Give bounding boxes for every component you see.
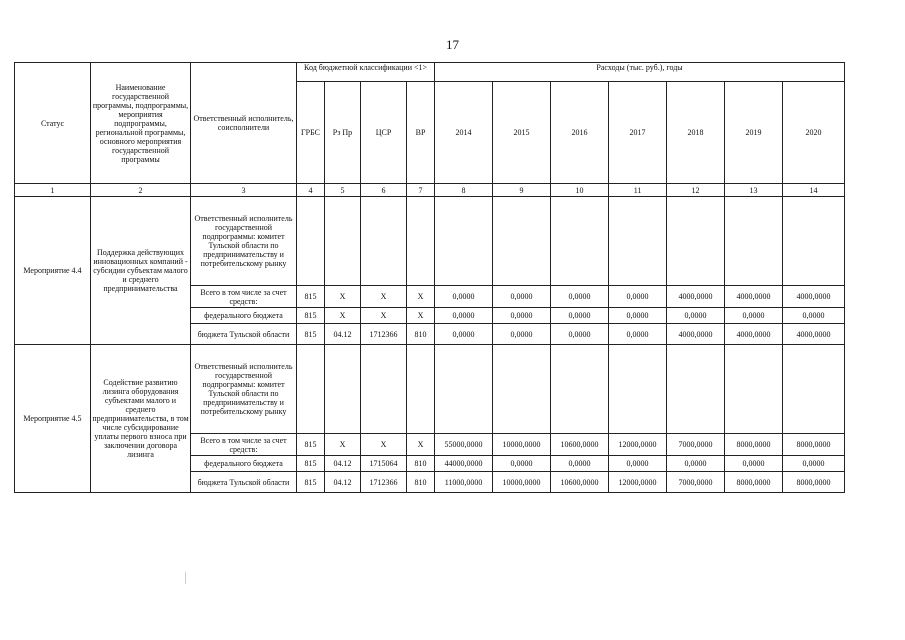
amount-cell: 0,0000 [783, 456, 845, 472]
amount-cell: 10600,0000 [551, 434, 609, 456]
column-number: 6 [361, 184, 407, 197]
column-number: 9 [493, 184, 551, 197]
amount-cell: 4000,0000 [725, 324, 783, 345]
csr-cell: X [361, 434, 407, 456]
measure-name: Содействие развитию лизинга оборудования субъектами малого и среднего предпринимательства, в том числе субсидирование уплаты первого взноса при заключении договора лизинга [91, 345, 191, 493]
column-number: 3 [191, 184, 297, 197]
column-number: 14 [783, 184, 845, 197]
vr-cell: X [407, 434, 435, 456]
header-budget-code: Код бюджетной классификации <1> [297, 63, 435, 82]
header-vr: ВР [407, 82, 435, 184]
funding-label: федерального бюджета [191, 456, 297, 472]
amount-cell: 0,0000 [609, 286, 667, 308]
amount-cell: 8000,0000 [725, 434, 783, 456]
amount-cell: 10000,0000 [493, 472, 551, 493]
amount-cell: 0,0000 [725, 308, 783, 324]
header-year: 2019 [725, 82, 783, 184]
amount-cell: 7000,0000 [667, 434, 725, 456]
header-status: Статус [15, 63, 91, 184]
amount-cell: 44000,0000 [435, 456, 493, 472]
amount-cell: 0,0000 [609, 324, 667, 345]
rzpr-cell: 04.12 [325, 472, 361, 493]
vr-cell: X [407, 308, 435, 324]
rzpr-cell: 04.12 [325, 324, 361, 345]
amount-cell: 0,0000 [493, 324, 551, 345]
amount-cell: 4000,0000 [783, 286, 845, 308]
amount-cell: 10000,0000 [493, 434, 551, 456]
amount-cell: 0,0000 [667, 308, 725, 324]
amount-cell: 0,0000 [551, 456, 609, 472]
csr-cell: X [361, 286, 407, 308]
amount-cell: 0,0000 [551, 324, 609, 345]
column-number: 2 [91, 184, 191, 197]
header-year: 2016 [551, 82, 609, 184]
amount-cell: 0,0000 [435, 308, 493, 324]
header-csr: ЦСР [361, 82, 407, 184]
amount-cell: 12000,0000 [609, 472, 667, 493]
amount-cell: 55000,0000 [435, 434, 493, 456]
amount-cell: 4000,0000 [725, 286, 783, 308]
vr-cell: 810 [407, 472, 435, 493]
header-name: Наименование государственной программы, подпрограммы, мероприятия подпрограммы, региональной программы, основного мероприятия государственной программы [91, 63, 191, 184]
funding-label: федерального бюджета [191, 308, 297, 324]
page-number: 17 [446, 37, 459, 52]
rzpr-cell: X [325, 434, 361, 456]
header-year: 2018 [667, 82, 725, 184]
column-number: 1 [15, 184, 91, 197]
funding-label: бюджета Тульской области [191, 324, 297, 345]
measure-responsible: Ответственный исполнитель государственной подпрограммы: комитет Тульской области по предпринимательству и потребительскому рынку [191, 345, 297, 434]
amount-cell: 0,0000 [783, 308, 845, 324]
amount-cell: 8000,0000 [783, 472, 845, 493]
amount-cell: 0,0000 [609, 308, 667, 324]
header-responsible: Ответственный исполнитель, соисполнители [191, 63, 297, 184]
csr-cell: X [361, 308, 407, 324]
measure-4-4-responsible-row [15, 197, 845, 286]
amount-cell: 0,0000 [435, 324, 493, 345]
column-number-row [15, 184, 845, 197]
grbs-cell: 815 [297, 456, 325, 472]
header-year: 2020 [783, 82, 845, 184]
grbs-cell: 815 [297, 286, 325, 308]
column-number: 12 [667, 184, 725, 197]
vr-cell: 810 [407, 456, 435, 472]
column-number: 13 [725, 184, 783, 197]
amount-cell: 0,0000 [725, 456, 783, 472]
amount-cell: 12000,0000 [609, 434, 667, 456]
amount-cell: 10600,0000 [551, 472, 609, 493]
rzpr-cell: X [325, 308, 361, 324]
vr-cell: X [407, 286, 435, 308]
grbs-cell: 815 [297, 472, 325, 493]
csr-cell: 1712366 [361, 324, 407, 345]
funding-label: Всего в том числе за счет средств: [191, 286, 297, 308]
measure-responsible: Ответственный исполнитель государственной подпрограммы: комитет Тульской области по предпринимательству и потребительскому рынку [191, 197, 297, 286]
rzpr-cell: 04.12 [325, 456, 361, 472]
rzpr-cell: X [325, 286, 361, 308]
amount-cell: 11000,0000 [435, 472, 493, 493]
column-number: 4 [297, 184, 325, 197]
amount-cell: 7000,0000 [667, 472, 725, 493]
amount-cell: 0,0000 [551, 286, 609, 308]
header-year: 2017 [609, 82, 667, 184]
column-number: 5 [325, 184, 361, 197]
grbs-cell: 815 [297, 324, 325, 345]
measure-status: Мероприятие 4.5 [15, 345, 91, 493]
header-year: 2014 [435, 82, 493, 184]
measure-status: Мероприятие 4.4 [15, 197, 91, 345]
amount-cell: 0,0000 [493, 456, 551, 472]
header-expenses: Расходы (тыс. руб.), годы [435, 63, 845, 82]
header-rzpr: Рз Пр [325, 82, 361, 184]
amount-cell: 0,0000 [551, 308, 609, 324]
vr-cell: 810 [407, 324, 435, 345]
amount-cell: 8000,0000 [725, 472, 783, 493]
column-number: 11 [609, 184, 667, 197]
funding-label: Всего в том числе за счет средств: [191, 434, 297, 456]
grbs-cell: 815 [297, 434, 325, 456]
funding-label: бюджета Тульской области [191, 472, 297, 493]
scan-mark [185, 572, 186, 584]
amount-cell: 4000,0000 [667, 324, 725, 345]
amount-cell: 0,0000 [667, 456, 725, 472]
column-number: 7 [407, 184, 435, 197]
csr-cell: 1712366 [361, 472, 407, 493]
column-number: 10 [551, 184, 609, 197]
amount-cell: 4000,0000 [667, 286, 725, 308]
grbs-cell: 815 [297, 308, 325, 324]
amount-cell: 0,0000 [435, 286, 493, 308]
csr-cell: 1715064 [361, 456, 407, 472]
amount-cell: 8000,0000 [783, 434, 845, 456]
amount-cell: 4000,0000 [783, 324, 845, 345]
measure-name: Поддержка действующих инновационных компаний - субсидии субъектам малого и среднего предпринимательства [91, 197, 191, 345]
budget-table [14, 62, 845, 493]
measure-4-5-responsible-row [15, 345, 845, 434]
header-year: 2015 [493, 82, 551, 184]
amount-cell: 0,0000 [493, 308, 551, 324]
column-number: 8 [435, 184, 493, 197]
header-grbs: ГРБС [297, 82, 325, 184]
amount-cell: 0,0000 [493, 286, 551, 308]
amount-cell: 0,0000 [609, 456, 667, 472]
